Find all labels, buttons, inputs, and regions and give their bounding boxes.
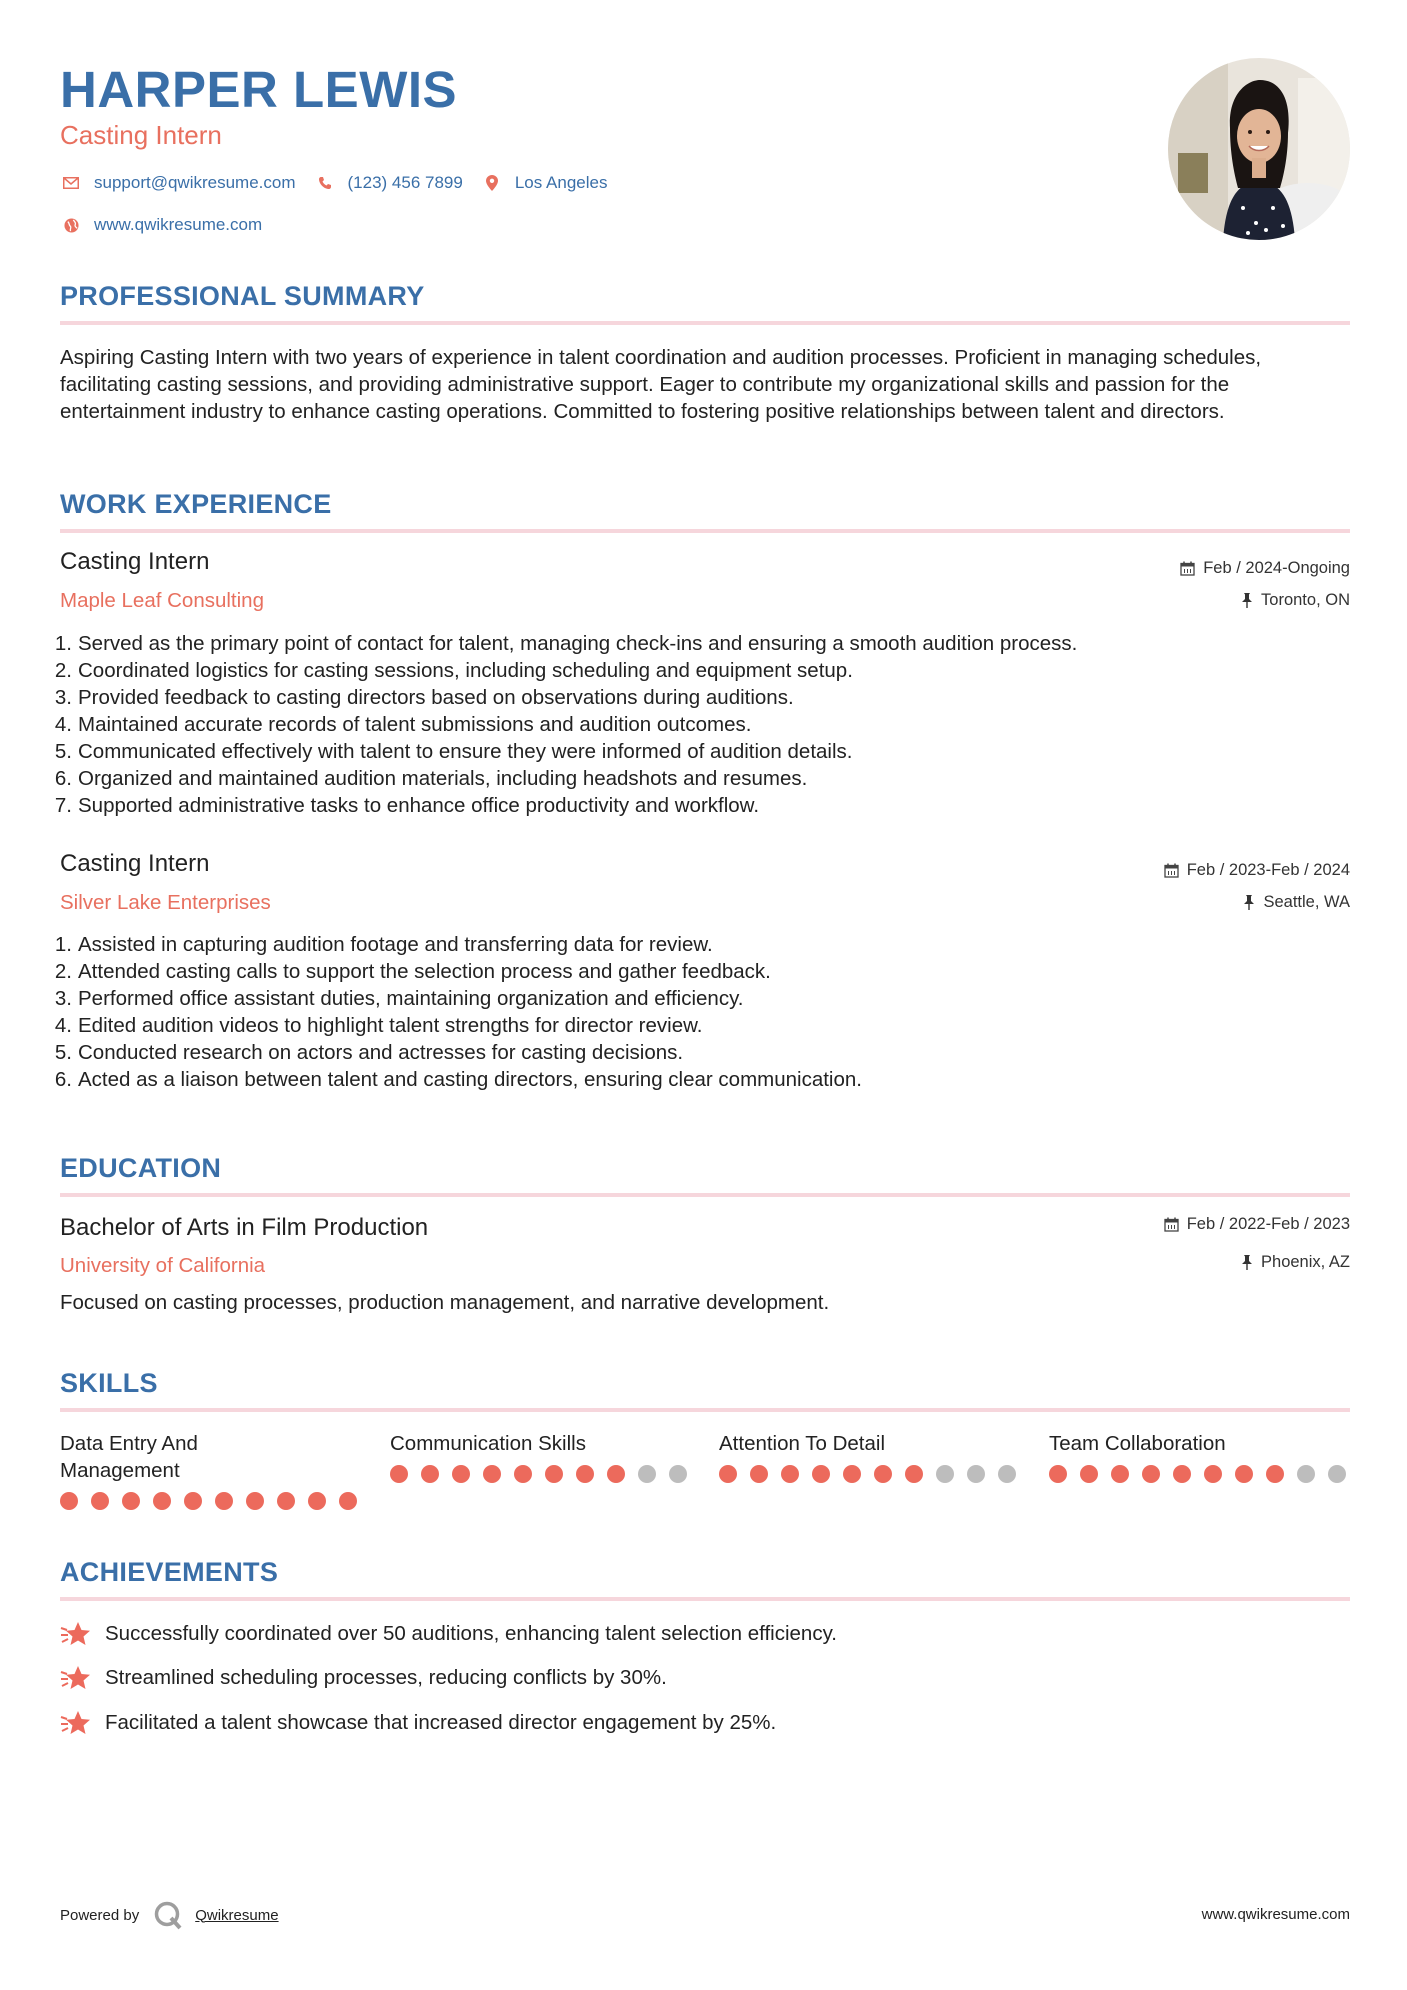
list-item: 6. Acted as a liaison between talent and casting directors, ensuring clear communication. bbox=[54, 1068, 862, 1091]
section-divider bbox=[60, 1193, 1350, 1197]
skill-rating bbox=[719, 1465, 1029, 1483]
star-award-icon bbox=[60, 1707, 92, 1739]
skill-dot-filled bbox=[91, 1492, 109, 1510]
location-text: Los Angeles bbox=[514, 173, 608, 192]
skill-dot-filled bbox=[874, 1465, 892, 1483]
achievement-item bbox=[60, 1662, 667, 1694]
skill-dot-filled bbox=[781, 1465, 799, 1483]
powered-by-label: Powered by bbox=[60, 1906, 140, 1924]
skill-dot-empty bbox=[998, 1465, 1016, 1483]
skill-item bbox=[390, 1430, 700, 1483]
skill-dot-filled bbox=[390, 1465, 408, 1483]
list-item: 6. Organized and maintained audition materials, including headshots and resumes. bbox=[54, 767, 808, 790]
skill-dot-filled bbox=[812, 1465, 830, 1483]
summary-text: Aspiring Casting Intern with two years of experience in talent coordination and audition processes. Proficient in managing schedules, facilitating casting sessions, and providing administrative support. Eager to contribute my organizational skills and passion for the entertainment industry to enhance casting operations. Committed to fostering positive relationships between talent and directors. bbox=[60, 346, 1262, 423]
section-divider bbox=[60, 529, 1350, 533]
skill-dot-empty bbox=[1297, 1465, 1315, 1483]
skill-dot-filled bbox=[1111, 1465, 1129, 1483]
job-dates bbox=[1164, 861, 1350, 880]
skill-dot-filled bbox=[60, 1492, 78, 1510]
calendar-icon bbox=[1180, 561, 1195, 576]
skill-dot-empty bbox=[669, 1465, 687, 1483]
globe-icon bbox=[60, 214, 82, 236]
skill-name: Team Collaboration bbox=[1049, 1432, 1226, 1455]
pushpin-icon bbox=[1243, 895, 1255, 910]
skill-name: Communication Skills bbox=[390, 1432, 586, 1455]
section-divider bbox=[60, 1597, 1350, 1601]
skill-dot-filled bbox=[1080, 1465, 1098, 1483]
footer-website[interactable]: www.qwikresume.com bbox=[1201, 1906, 1350, 1923]
star-award-icon bbox=[60, 1662, 92, 1694]
section-title-education: EDUCATION bbox=[60, 1153, 222, 1183]
skill-dot-filled bbox=[215, 1492, 233, 1510]
skill-dot-filled bbox=[1049, 1465, 1067, 1483]
job-location-text: Toronto, ON bbox=[1261, 591, 1350, 609]
job-dates-text: Feb / 2024-Ongoing bbox=[1203, 559, 1350, 577]
skill-dot-filled bbox=[122, 1492, 140, 1510]
skill-rating bbox=[1049, 1465, 1359, 1483]
skill-dot-filled bbox=[1204, 1465, 1222, 1483]
degree-title: Bachelor of Arts in Film Production bbox=[60, 1214, 429, 1241]
list-item: 3. Performed office assistant duties, maintaining organization and efficiency. bbox=[54, 987, 744, 1010]
contact-row bbox=[60, 172, 625, 194]
education-description: Focused on casting processes, production management, and narrative development. bbox=[60, 1291, 830, 1314]
education-location-text: Phoenix, AZ bbox=[1261, 1253, 1350, 1271]
location-pin-icon bbox=[481, 172, 503, 194]
pushpin-icon bbox=[1241, 593, 1253, 608]
footer-powered-by bbox=[60, 1900, 279, 1930]
job-location-text: Seattle, WA bbox=[1263, 893, 1350, 911]
skill-dot-filled bbox=[421, 1465, 439, 1483]
list-item: 7. Supported administrative tasks to enhance office productivity and workflow. bbox=[54, 794, 760, 817]
section-title-skills: SKILLS bbox=[60, 1368, 158, 1398]
email-link[interactable]: support@qwikresume.com bbox=[94, 173, 296, 192]
skill-rating bbox=[60, 1492, 370, 1510]
achievement-text: Successfully coordinated over 50 auditions, enhancing talent selection efficiency. bbox=[105, 1622, 837, 1645]
skill-dot-filled bbox=[277, 1492, 295, 1510]
skill-rating bbox=[390, 1465, 700, 1483]
skill-dot-filled bbox=[576, 1465, 594, 1483]
list-item: 5. Communicated effectively with talent to ensure they were informed of audition details. bbox=[54, 740, 853, 763]
list-item: 1. Served as the primary point of contact for talent, managing check-ins and ensuring a smooth audition process. bbox=[54, 632, 1078, 655]
skill-dot-filled bbox=[843, 1465, 861, 1483]
skill-dot-filled bbox=[1173, 1465, 1191, 1483]
skill-dot-filled bbox=[339, 1492, 357, 1510]
job-bullets bbox=[54, 931, 1350, 1093]
list-item: 1. Assisted in capturing audition footage and transferring data for review. bbox=[54, 933, 713, 956]
star-award-icon bbox=[60, 1618, 92, 1650]
skill-dot-filled bbox=[607, 1465, 625, 1483]
skill-name: Data Entry And Management bbox=[60, 1432, 198, 1482]
list-item: 4. Maintained accurate records of talent submissions and audition outcomes. bbox=[54, 713, 752, 736]
profile-photo bbox=[1168, 58, 1350, 240]
job-bullets bbox=[54, 630, 1350, 819]
list-item: 2. Attended casting calls to support the selection process and gather feedback. bbox=[54, 960, 771, 983]
skill-dot-filled bbox=[452, 1465, 470, 1483]
achievement-item bbox=[60, 1618, 837, 1650]
skill-dot-empty bbox=[967, 1465, 985, 1483]
skill-dot-empty bbox=[638, 1465, 656, 1483]
education-dates bbox=[1164, 1215, 1350, 1234]
skill-dot-filled bbox=[1235, 1465, 1253, 1483]
phone-number[interactable]: (123) 456 7899 bbox=[347, 173, 463, 192]
skill-dot-filled bbox=[1142, 1465, 1160, 1483]
skill-dot-filled bbox=[905, 1465, 923, 1483]
envelope-icon bbox=[60, 172, 82, 194]
job-company: Silver Lake Enterprises bbox=[60, 891, 271, 914]
skill-dot-filled bbox=[184, 1492, 202, 1510]
calendar-icon bbox=[1164, 1217, 1179, 1232]
skill-dot-filled bbox=[153, 1492, 171, 1510]
qwikresume-logo-icon bbox=[153, 1900, 183, 1930]
pushpin-icon bbox=[1241, 1255, 1253, 1270]
candidate-name: HARPER LEWIS bbox=[60, 61, 458, 118]
brand-link[interactable]: Qwikresume bbox=[195, 1906, 279, 1924]
job-location bbox=[1243, 893, 1350, 912]
skill-dot-filled bbox=[1266, 1465, 1284, 1483]
section-title-summary: PROFESSIONAL SUMMARY bbox=[60, 281, 425, 311]
education-location bbox=[1241, 1253, 1350, 1272]
candidate-role: Casting Intern bbox=[60, 120, 222, 150]
job-location bbox=[1241, 591, 1350, 610]
website-link[interactable]: www.qwikresume.com bbox=[94, 215, 263, 234]
achievement-text: Streamlined scheduling processes, reducing conflicts by 30%. bbox=[105, 1666, 667, 1689]
list-item: 2. Coordinated logistics for casting sessions, including scheduling and equipment setup. bbox=[54, 659, 853, 682]
list-item: 3. Provided feedback to casting directors based on observations during auditions. bbox=[54, 686, 794, 709]
list-item: 4. Edited audition videos to highlight talent strengths for director review. bbox=[54, 1014, 703, 1037]
school-name: University of California bbox=[60, 1254, 266, 1277]
achievement-item bbox=[60, 1707, 776, 1739]
skill-name: Attention To Detail bbox=[719, 1432, 886, 1455]
section-divider bbox=[60, 1408, 1350, 1412]
education-dates-text: Feb / 2022-Feb / 2023 bbox=[1186, 1215, 1350, 1233]
section-divider bbox=[60, 321, 1350, 325]
website-row bbox=[60, 214, 280, 236]
skill-dot-filled bbox=[750, 1465, 768, 1483]
skill-dot-empty bbox=[936, 1465, 954, 1483]
skill-item bbox=[1049, 1430, 1359, 1483]
skill-dot-filled bbox=[246, 1492, 264, 1510]
job-dates-text: Feb / 2023-Feb / 2024 bbox=[1186, 861, 1350, 879]
job-title: Casting Intern bbox=[60, 850, 210, 877]
section-title-achievements: ACHIEVEMENTS bbox=[60, 1557, 279, 1587]
job-dates bbox=[1180, 559, 1350, 578]
skill-dot-filled bbox=[514, 1465, 532, 1483]
job-title: Casting Intern bbox=[60, 548, 210, 575]
list-item: 5. Conducted research on actors and actresses for casting decisions. bbox=[54, 1041, 684, 1064]
section-title-experience: WORK EXPERIENCE bbox=[60, 489, 332, 519]
phone-icon bbox=[314, 172, 336, 194]
skill-dot-empty bbox=[1328, 1465, 1346, 1483]
skill-item bbox=[60, 1430, 370, 1510]
calendar-icon bbox=[1164, 863, 1179, 878]
skill-dot-filled bbox=[308, 1492, 326, 1510]
skill-dot-filled bbox=[483, 1465, 501, 1483]
skill-item bbox=[719, 1430, 1029, 1483]
achievement-text: Facilitated a talent showcase that increased director engagement by 25%. bbox=[105, 1711, 777, 1734]
skill-dot-filled bbox=[545, 1465, 563, 1483]
job-company: Maple Leaf Consulting bbox=[60, 589, 264, 612]
skill-dot-filled bbox=[719, 1465, 737, 1483]
